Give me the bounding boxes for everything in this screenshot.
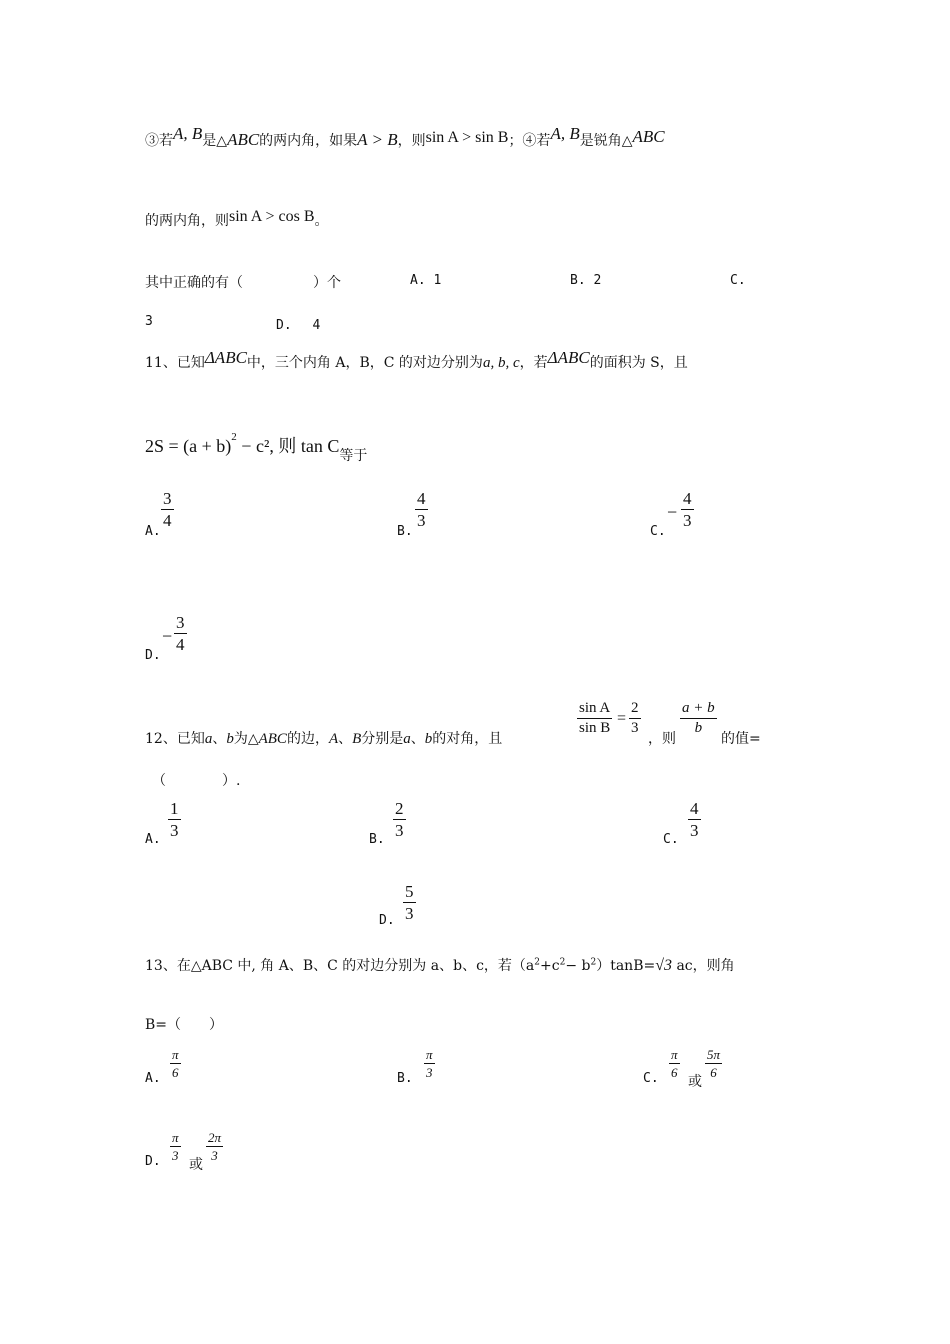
option-b-fraction [415, 490, 428, 529]
text: 是锐角△ [579, 133, 633, 149]
ask-fraction [680, 701, 717, 736]
denominator: 6 [671, 1065, 678, 1080]
math-var: B [352, 731, 362, 747]
text: 、 [212, 731, 227, 747]
option-b-fraction [424, 1048, 435, 1079]
text: 的两内角，则 [145, 213, 229, 229]
text: ，则 [397, 133, 426, 149]
superscript: 2 [590, 957, 597, 968]
text: ；④若 [508, 133, 551, 149]
option-b-label: B. [369, 832, 385, 847]
statement-3-4-line [145, 124, 665, 150]
option-d-fraction [174, 614, 187, 653]
math-abc: ABC [227, 130, 260, 149]
numerator: 4 [683, 489, 692, 508]
option-a-label: A. [145, 1071, 161, 1086]
math-sides: a, b, c [482, 355, 520, 371]
option-a-fraction [170, 1048, 181, 1079]
option-c-fraction [669, 1048, 680, 1079]
minus-sign: − [162, 626, 173, 646]
math-var: b [226, 731, 234, 747]
text: 、 [338, 731, 353, 747]
text: +c [540, 958, 560, 974]
text: 为△ [233, 731, 259, 747]
text: − b [565, 958, 591, 974]
math-ab: A, B [550, 124, 580, 143]
denominator: 3 [170, 821, 179, 840]
answer-blank: （ ）. [152, 773, 241, 789]
math-inequality: A > B [357, 130, 398, 149]
option-d: D. 4 [276, 318, 321, 333]
option-d-label: D. [379, 913, 395, 928]
numerator: 4 [417, 489, 426, 508]
text: 中，三个内角 A，B，C 的对边分别为 [246, 355, 483, 371]
text: 11、已知 [145, 355, 205, 371]
option-c-label: C. [650, 524, 666, 539]
text: 的两内角，如果 [259, 133, 358, 149]
numerator: 2 [629, 701, 641, 719]
option-d-label: D. [145, 1154, 161, 1169]
option-b: B. 2 [570, 273, 602, 288]
option-c-label: C. [663, 832, 679, 847]
numerator: a + b [680, 701, 717, 719]
option-c-value: 3 [145, 314, 153, 329]
math-var: A [328, 731, 339, 747]
math-triangle: ΔABC [204, 348, 247, 367]
denominator: 3 [690, 821, 699, 840]
math-sqrt: √3 [655, 957, 672, 974]
text: ）tanB= [596, 958, 656, 974]
text: 、 [410, 731, 425, 747]
option-c: C. [730, 273, 746, 288]
text: 是△ [202, 133, 228, 149]
text: 等于 [339, 448, 368, 464]
option-d-label: D. [145, 648, 161, 663]
numerator: π [671, 1047, 678, 1062]
numerator: 3 [176, 613, 185, 632]
question-13-stem [145, 955, 735, 975]
superscript: 2 [559, 957, 566, 968]
option-a-fraction [168, 800, 181, 839]
denominator: 3 [395, 821, 404, 840]
text: 13、在△ABC 中, 角 A、B、C 的对边分别为 a、b、c，若（a [145, 958, 535, 974]
text: ，若 [519, 355, 548, 371]
denominator: 3 [631, 720, 639, 736]
question-11-formula [145, 431, 368, 464]
text: 。 [314, 213, 329, 229]
text: 的边， [286, 731, 329, 747]
denominator: 4 [163, 511, 172, 530]
option-c-fraction [681, 490, 694, 529]
or-text: 或 [189, 1157, 203, 1173]
option-b-fraction [393, 800, 406, 839]
option-c-label: C. [643, 1071, 659, 1086]
numerator: 5π [707, 1047, 721, 1062]
numerator: 4 [690, 799, 699, 818]
option-b-label: B. [397, 1071, 413, 1086]
denominator: 3 [405, 904, 414, 923]
minus-sign: − [667, 502, 678, 522]
denominator: 6 [172, 1065, 179, 1080]
option-d-fraction-2 [206, 1131, 223, 1162]
text: ac，则角 [672, 958, 735, 974]
numerator: 1 [170, 799, 179, 818]
math-var: a [403, 731, 411, 747]
denominator: 3 [426, 1065, 433, 1080]
numerator: π [172, 1130, 179, 1145]
question-11-stem [145, 348, 688, 372]
denominator: 3 [683, 511, 692, 530]
text: 的面积为 S，且 [589, 355, 688, 371]
math-triangle: ΔABC [547, 348, 590, 367]
math-sin-inequality: sin A > sin B [425, 129, 509, 146]
math-formula: 2S = (a + b) [145, 436, 232, 456]
math-formula: − c², 则 tan C [236, 436, 340, 456]
option-d-fraction [403, 883, 416, 922]
question-13-ask: B=（ ） [145, 1017, 224, 1033]
numerator: 3 [163, 489, 172, 508]
denominator: 6 [710, 1065, 717, 1080]
text: ③若 [145, 133, 173, 149]
option-a-fraction [161, 490, 174, 529]
math-var: a [204, 731, 213, 747]
option-a-label: A. [145, 832, 161, 847]
text: 的对角，且 [432, 731, 503, 747]
text: 12、已知 [145, 731, 205, 747]
denominator: b [694, 720, 703, 736]
text: ，则 [648, 731, 676, 747]
value-fraction [629, 701, 641, 736]
numerator: 2π [208, 1130, 222, 1145]
denominator: 3 [417, 511, 426, 530]
text: 分别是 [361, 731, 404, 747]
option-a-label: A. [145, 524, 161, 539]
math-sin-cos-inequality: sin A > cos B [229, 208, 315, 225]
numerator: 5 [405, 882, 414, 901]
question-stem-count: 其中正确的有（ ）个 [145, 275, 341, 291]
option-c-fraction [688, 800, 701, 839]
denominator: 3 [172, 1148, 179, 1163]
numerator: 2 [395, 799, 404, 818]
math-exponent: 2 [231, 431, 237, 444]
math-ab: A, B [173, 124, 203, 143]
or-text: 或 [688, 1074, 702, 1090]
denominator: sin B [579, 720, 611, 736]
option-a: A. 1 [410, 273, 442, 288]
question-12-stem [145, 728, 502, 748]
option-c-fraction-2 [705, 1048, 722, 1079]
math-var: b [424, 731, 433, 747]
ratio-fraction [577, 701, 612, 736]
numerator: sin A [577, 701, 612, 719]
equals-sign: = [617, 710, 627, 727]
math-abc: ABC [632, 127, 665, 146]
math-abc: ABC [258, 731, 287, 747]
numerator: π [426, 1047, 433, 1062]
denominator: 4 [176, 635, 185, 654]
text: 的值= [721, 731, 761, 747]
statement-continuation [145, 210, 328, 230]
denominator: 3 [211, 1148, 218, 1163]
option-d-fraction [170, 1131, 181, 1162]
numerator: π [172, 1047, 179, 1062]
option-b-label: B. [397, 524, 413, 539]
superscript: 2 [534, 957, 540, 968]
